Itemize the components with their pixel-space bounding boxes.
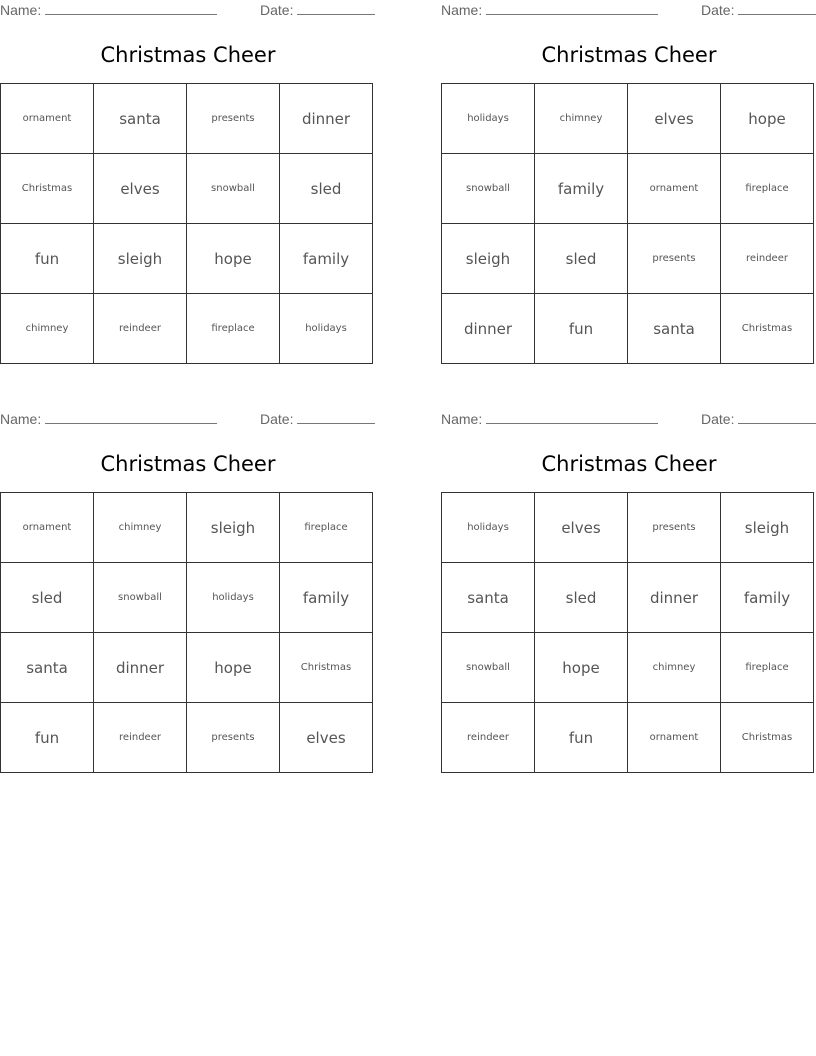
name-label: Name: — [0, 2, 42, 18]
grid-cell: elves — [628, 84, 721, 154]
grid-row — [442, 154, 814, 224]
date-blank-line[interactable] — [738, 2, 816, 15]
card-title: Christmas Cheer — [100, 43, 276, 67]
grid-cell: sleigh — [94, 224, 187, 294]
grid-cell: snowball — [442, 154, 535, 224]
grid-cell: presents — [187, 84, 280, 154]
date-field — [260, 2, 375, 18]
grid-cell: sled — [280, 154, 373, 224]
grid-cell: fun — [535, 703, 628, 773]
grid-cell: family — [535, 154, 628, 224]
grid-cell: elves — [280, 703, 373, 773]
date-label: Date: — [260, 2, 294, 18]
name-label: Name: — [441, 411, 483, 427]
date-field — [701, 411, 816, 427]
grid-cell: fireplace — [721, 633, 814, 703]
card-title: Christmas Cheer — [541, 43, 717, 67]
grid-row — [1, 633, 373, 703]
grid-cell: Christmas — [721, 703, 814, 773]
name-field — [0, 2, 217, 18]
date-blank-line[interactable] — [297, 411, 375, 424]
grid-row — [442, 294, 814, 364]
grid-cell: ornament — [628, 703, 721, 773]
grid-cell: sleigh — [442, 224, 535, 294]
grid-cell: santa — [628, 294, 721, 364]
grid-cell: reindeer — [721, 224, 814, 294]
grid-cell: dinner — [628, 563, 721, 633]
grid-row — [1, 84, 373, 154]
grid-cell: Christmas — [721, 294, 814, 364]
grid-row — [442, 224, 814, 294]
grid-cell: sled — [535, 224, 628, 294]
name-blank-line[interactable] — [45, 2, 217, 15]
grid-row — [1, 224, 373, 294]
grid-cell: santa — [442, 563, 535, 633]
grid-cell: fireplace — [187, 294, 280, 364]
date-blank-line[interactable] — [297, 2, 375, 15]
grid-row — [442, 703, 814, 773]
name-field — [441, 2, 658, 18]
grid-cell: dinner — [442, 294, 535, 364]
grid-cell: holidays — [442, 493, 535, 563]
grid-cell: snowball — [187, 154, 280, 224]
date-field — [260, 411, 375, 427]
grid-cell: fun — [1, 703, 94, 773]
name-field — [0, 411, 217, 427]
grid-cell: dinner — [280, 84, 373, 154]
bingo-card — [441, 409, 816, 789]
grid-cell: chimney — [94, 493, 187, 563]
grid-cell: reindeer — [94, 294, 187, 364]
grid-cell: hope — [535, 633, 628, 703]
grid-cell: ornament — [1, 84, 94, 154]
bingo-grid — [0, 83, 373, 364]
grid-cell: dinner — [94, 633, 187, 703]
grid-cell: sleigh — [187, 493, 280, 563]
grid-cell: holidays — [280, 294, 373, 364]
grid-row — [1, 703, 373, 773]
grid-cell: hope — [187, 633, 280, 703]
grid-cell: hope — [721, 84, 814, 154]
grid-row — [1, 563, 373, 633]
name-blank-line[interactable] — [486, 411, 658, 424]
grid-cell: fireplace — [721, 154, 814, 224]
grid-cell: reindeer — [94, 703, 187, 773]
grid-cell: ornament — [1, 493, 94, 563]
grid-row — [442, 633, 814, 703]
grid-row — [1, 154, 373, 224]
grid-row — [442, 84, 814, 154]
grid-cell: family — [280, 563, 373, 633]
grid-cell: elves — [94, 154, 187, 224]
grid-cell: chimney — [1, 294, 94, 364]
name-label: Name: — [441, 2, 483, 18]
grid-cell: fun — [535, 294, 628, 364]
bingo-card — [441, 0, 816, 380]
name-blank-line[interactable] — [45, 411, 217, 424]
bingo-grid — [441, 492, 814, 773]
grid-cell: sleigh — [721, 493, 814, 563]
grid-cell: family — [721, 563, 814, 633]
bingo-grid — [0, 492, 373, 773]
bingo-grid — [441, 83, 814, 364]
grid-cell: santa — [94, 84, 187, 154]
grid-cell: fun — [1, 224, 94, 294]
card-title: Christmas Cheer — [541, 452, 717, 476]
grid-cell: hope — [187, 224, 280, 294]
grid-cell: holidays — [187, 563, 280, 633]
grid-cell: snowball — [442, 633, 535, 703]
grid-cell: elves — [535, 493, 628, 563]
grid-cell: snowball — [94, 563, 187, 633]
grid-row — [1, 493, 373, 563]
grid-cell: chimney — [535, 84, 628, 154]
date-field — [701, 2, 816, 18]
grid-cell: presents — [187, 703, 280, 773]
grid-cell: santa — [1, 633, 94, 703]
grid-row — [442, 493, 814, 563]
grid-row — [442, 563, 814, 633]
grid-cell: sled — [1, 563, 94, 633]
card-title: Christmas Cheer — [100, 452, 276, 476]
date-label: Date: — [701, 2, 735, 18]
grid-cell: reindeer — [442, 703, 535, 773]
grid-cell: holidays — [442, 84, 535, 154]
name-field — [441, 411, 658, 427]
grid-cell: presents — [628, 224, 721, 294]
grid-cell: chimney — [628, 633, 721, 703]
grid-cell: sled — [535, 563, 628, 633]
grid-cell: fireplace — [280, 493, 373, 563]
bingo-card — [0, 0, 376, 380]
grid-cell: ornament — [628, 154, 721, 224]
date-label: Date: — [701, 411, 735, 427]
name-blank-line[interactable] — [486, 2, 658, 15]
name-label: Name: — [0, 411, 42, 427]
grid-cell: presents — [628, 493, 721, 563]
bingo-card — [0, 409, 376, 789]
date-blank-line[interactable] — [738, 411, 816, 424]
grid-cell: Christmas — [280, 633, 373, 703]
grid-cell: Christmas — [1, 154, 94, 224]
grid-cell: family — [280, 224, 373, 294]
grid-row — [1, 294, 373, 364]
date-label: Date: — [260, 411, 294, 427]
